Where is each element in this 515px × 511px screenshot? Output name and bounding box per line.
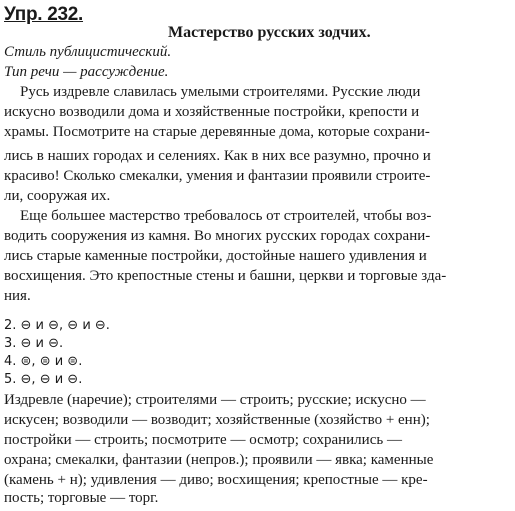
paragraph2-line: водить сооружения из камня. Во многих русских городах сохрани- bbox=[4, 228, 431, 244]
analysis-line: искусен; возводили — возводит; хозяйственные (хозяйство + енн); bbox=[4, 412, 430, 428]
paragraph2-line: восхищения. Это крепостные стены и башни, церкви и торговые зда- bbox=[4, 268, 447, 284]
scheme-line: 2. ⊖ и ⊖, ⊖ и ⊖. bbox=[4, 318, 110, 333]
analysis-line: Издревле (наречие); строителями — строить; русские; искусно — bbox=[4, 392, 426, 408]
paragraph1-line: красиво! Сколько смекалки, умения и фантазии проявили строите- bbox=[4, 168, 431, 184]
paragraph2-line: лись старые каменные постройки, достойные нашего удивления и bbox=[4, 248, 427, 264]
analysis-line: постройки — строить; посмотрите — осмотр; сохранились — bbox=[4, 432, 402, 448]
text-type-line: Тип речи — рассуждение. bbox=[4, 64, 169, 80]
paragraph1-line: искусно возводили дома и хозяйственные постройки, крепости и bbox=[4, 104, 420, 120]
analysis-line: охрана; смекалки, фантазии (непров.); проявили — явка; каменные bbox=[4, 452, 434, 468]
paragraph2-line: ния. bbox=[4, 288, 31, 304]
paragraph1-line: Русь издревле славилась умелыми строителями. Русские люди bbox=[20, 84, 421, 100]
analysis-line: пость; торговые — торг. bbox=[4, 490, 159, 506]
text-style-line: Стиль публицистический. bbox=[4, 44, 172, 60]
paragraph1-line: ли, сооружая их. bbox=[4, 188, 111, 204]
scheme-line: 3. ⊖ и ⊖. bbox=[4, 336, 64, 351]
text-title: Мастерство русских зодчих. bbox=[168, 24, 371, 41]
analysis-line: (камень + н); удивления — диво; восхищения; крепостные — кре- bbox=[4, 472, 428, 488]
paragraph2-line: Еще большее мастерство требовалось от строителей, чтобы воз- bbox=[20, 208, 432, 224]
paragraph1-line: лись в наших городах и селениях. Как в них все разумно, прочно и bbox=[4, 148, 431, 164]
exercise-number: Упр. 232. bbox=[4, 4, 84, 25]
scheme-line: 4. ⊜, ⊜ и ⊜. bbox=[4, 354, 83, 369]
paragraph1-line: храмы. Посмотрите на старые деревянные дома, которые сохрани- bbox=[4, 124, 430, 140]
scheme-line: 5. ⊖, ⊖ и ⊖. bbox=[4, 372, 83, 387]
